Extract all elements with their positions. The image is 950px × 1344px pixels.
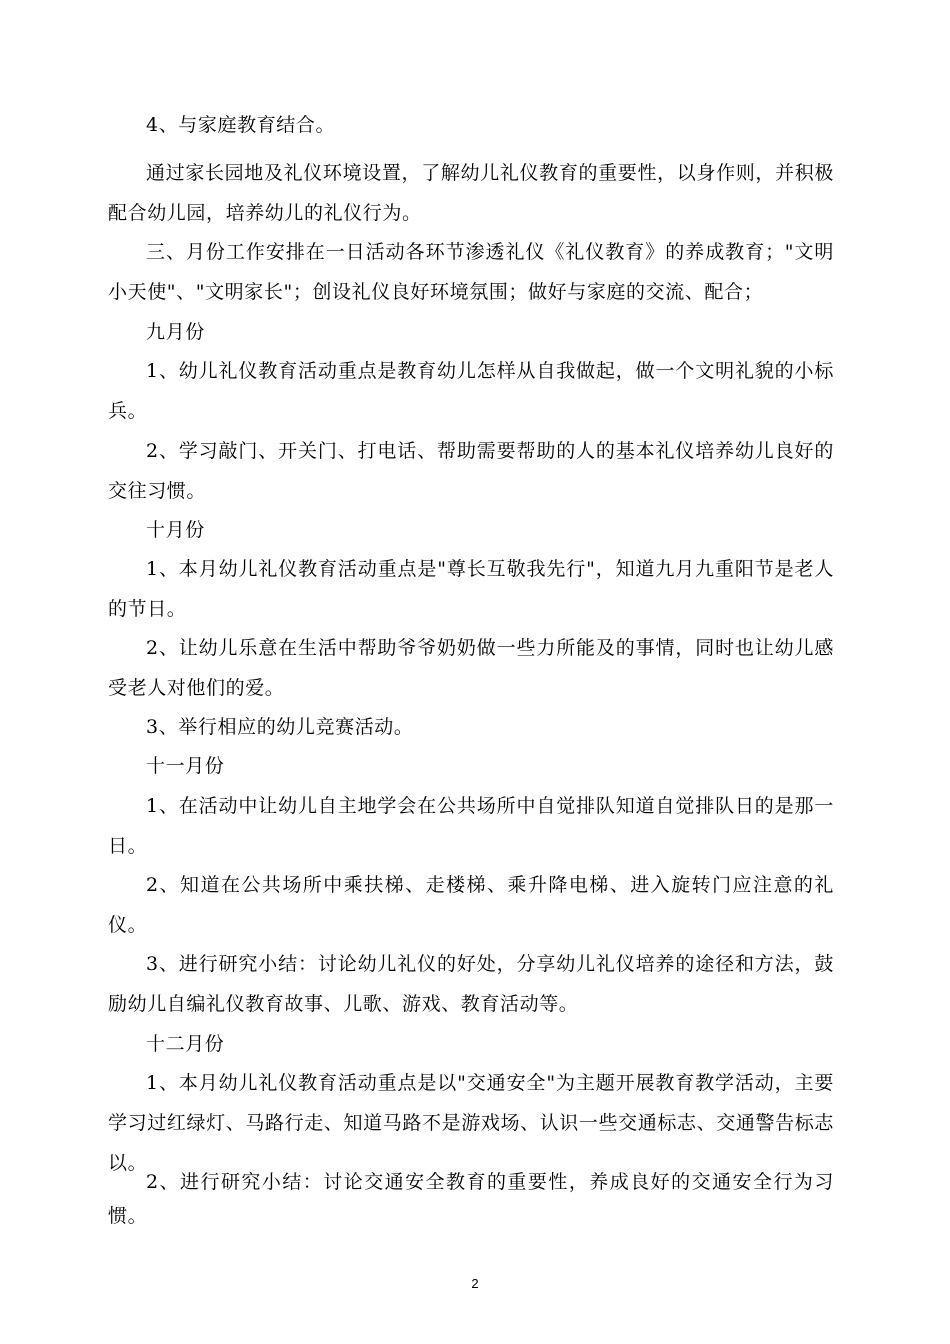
paragraph-december-2: 2、进行研究小结：讨论交通安全教育的重要性，养成良好的交通安全行为习惯。: [108, 1171, 834, 1227]
paragraph-october-3: 3、举行相应的幼儿竞赛活动。: [146, 716, 414, 738]
heading-october: 十月份: [146, 519, 205, 541]
heading-november: 十一月份: [146, 755, 225, 777]
paragraph-november-3: 3、进行研究小结：讨论幼儿礼仪的好处，分享幼儿礼仪培养的途径和方法，鼓励幼儿自编礼仪教育故事、儿歌、游戏、教育活动等。: [108, 953, 834, 1015]
paragraph-family-education: 4、与家庭教育结合。: [146, 114, 336, 136]
paragraph-september-1: 1、幼儿礼仪教育活动重点是教育幼儿怎样从自我做起，做一个文明礼貌的小标兵。: [108, 360, 834, 422]
paragraph-december-1: 1、本月幼儿礼仪教育活动重点是以"交通安全"为主题开展教育教学活动，主要学习过红绿灯、马路行走、知道马路不是游戏场、认识一些交通标志、交通警告标志以。: [108, 1072, 834, 1174]
paragraph-november-2: 2、知道在公共场所中乘扶梯、走楼梯、乘升降电梯、进入旋转门应注意的礼仪。: [108, 874, 834, 936]
paragraph-parent-garden: 通过家长园地及礼仪环境设置，了解幼儿礼仪教育的重要性，以身作则，并积极配合幼儿园，培养幼儿的礼仪行为。: [108, 162, 834, 224]
paragraph-october-1: 1、本月幼儿礼仪教育活动重点是"尊长互敬我先行"，知道九月九重阳节是老人的节日。: [108, 558, 834, 620]
paragraph-november-1: 1、在活动中让幼儿自主地学会在公共场所中自觉排队知道自觉排队日的是那一日。: [108, 795, 834, 857]
page-number: 2: [471, 1276, 479, 1291]
heading-december: 十二月份: [146, 1033, 225, 1055]
heading-september: 九月份: [146, 321, 205, 343]
paragraph-monthly-plan: 三、月份工作安排在一日活动各环节渗透礼仪《礼仪教育》的养成教育；"文明小天使"、"文明家长"；创设礼仪良好环境氛围；做好与家庭的交流、配合；: [108, 241, 834, 303]
paragraph-september-2: 2、学习敲门、开关门、打电话、帮助需要帮助的人的基本礼仪培养幼儿良好的交往习惯。: [108, 440, 834, 502]
paragraph-october-2: 2、让幼儿乐意在生活中帮助爷爷奶奶做一些力所能及的事情，同时也让幼儿感受老人对他们的爱。: [108, 637, 834, 699]
